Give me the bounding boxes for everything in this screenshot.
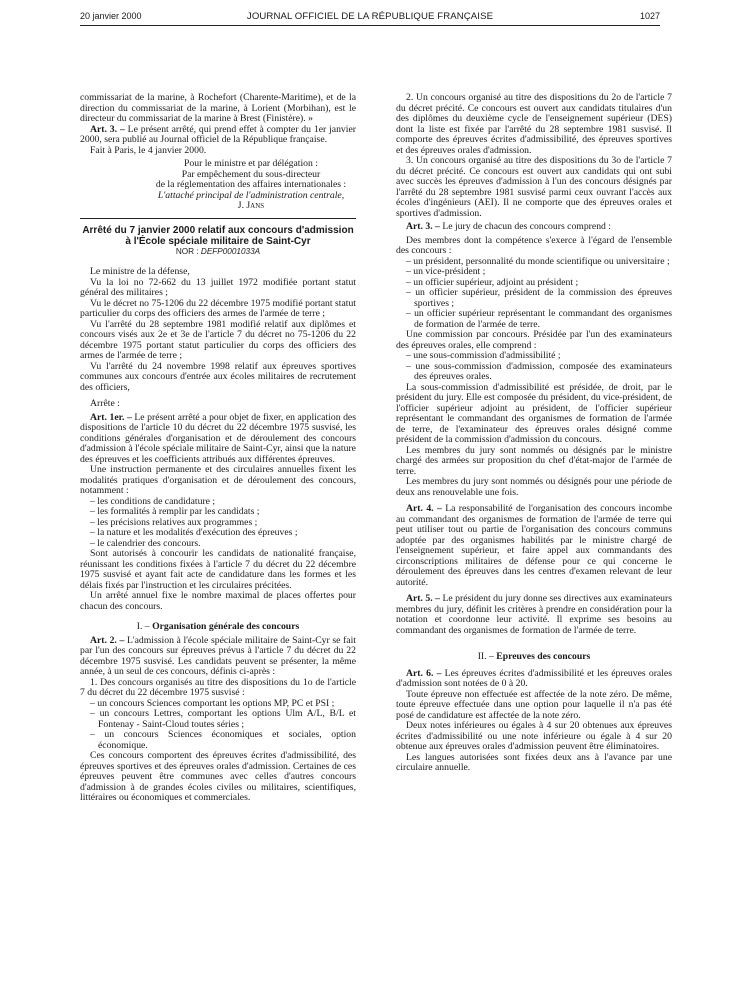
membres-jury-paragraph: Les membres du jury sont nommés ou désignés par le ministre chargé des armées sur proposition du chef d'état-major de l'armée de terre.: [396, 444, 672, 477]
fait-a-paris: Fait à Paris, le 4 janvier 2000.: [90, 144, 207, 156]
divider: [80, 218, 356, 219]
header-date: 20 janvier 2000: [80, 11, 142, 21]
signature-block: [80, 159, 356, 212]
list-item: – un officier supérieur, président de la commission des épreuves sportives ;: [406, 287, 672, 309]
modalites-list: [80, 497, 356, 550]
article-3-right-paragraph: Art. 3. – Le jury de chacun des concours comprend :: [406, 221, 611, 232]
signature-line: L'attaché principal de l'administration centrale,: [157, 189, 345, 201]
vu-paragraph: Vu l'arrêté du 28 septembre 1981 modifié relatif aux diplômes et concours visés aux 2e et 3e de l'article 7 du décret no 75-1206 du 22 décembre 1975 portant statut particulier du corps des officiers des armes de l'armée de terre ;: [80, 318, 356, 361]
right-column: [396, 93, 672, 774]
page-number: 1027: [639, 11, 660, 21]
list-item: – un officier supérieur, adjoint au président ;: [406, 276, 579, 288]
article-3-label: Art. 3. –: [90, 123, 125, 135]
list-item: – le calendrier des concours.: [90, 537, 201, 549]
sous-commission-list: [396, 351, 672, 383]
instruction-paragraph: Une instruction permanente et des circulaires annuelles fixent les modalités pratiques d'organisation et de déroulement des concours, notamment :: [80, 464, 356, 496]
article-6-label: Art. 6. –: [406, 667, 442, 679]
list-item: – une sous-commission d'admission, composée des examinateurs des épreuves orales.: [406, 360, 672, 382]
ministre-line: Le ministre de la défense,: [90, 266, 190, 277]
arrete-line: Arrête :: [90, 398, 120, 409]
commission-paragraph: Une commission par concours. Présidée par l'un des examinateurs des épreuves orales, elle comprend :: [396, 329, 672, 351]
list-item: – les conditions de candidature ;: [90, 495, 216, 507]
ces-concours-paragraph: Ces concours comportent des épreuves écrites d'admissibilité, des épreuves sportives et des épreuves orales d'admission. Certaines de ces épreuves peuvent être communes avec celles d'autres concours d'admission à de grandes écoles civiles ou militaires, scientifiques, littéraires ou économiques et commerciales.: [80, 750, 356, 803]
article-5-label: Art. 5. –: [406, 593, 440, 604]
header-title: JOURNAL OFFICIEL DE LA RÉPUBLIQUE FRANÇAISE: [246, 11, 494, 22]
toute-epreuve-paragraph: Toute épreuve non effectuée est affectée de la note zéro. De même, toute épreuve effectuée dans une option pour laquelle il n'a pas été posé de candidature est affectée de la note zéro.: [396, 688, 672, 721]
membres-paragraph: Des membres dont la compétence s'exerce à l'égard de l'ensemble des concours :: [396, 234, 672, 256]
list-item: – les formalités à remplir par les candidats ;: [90, 506, 260, 517]
list-item: – un concours Lettres, comportant les options Ulm A/L, B/L et Fontenay - Saint-Cloud toutes séries ;: [90, 708, 356, 730]
article-4-paragraph: Art. 4. – La responsabilité de l'organisation des concours incombe au commandant des organismes de formation de l'armée de terre qui peut utiliser tout ou partie de l'organisation des concours communs adoptée par des organismes habilités par le ministre chargé de l'enseignement supérieur, et faire appel aux commandants des circonscriptions militaires de défense pour ce qui concerne le déroulement des épreuves dans les centres d'examen relevant de leur autorité.: [396, 503, 672, 588]
sont-autorises-paragraph: Sont autorisés à concourir les candidats de nationalité française, réunissant les conditions fixées à l'article 7 du décret du 22 décembre 1975 susvisé et ayant fait acte de candidature dans les formes et les délais fixés par l'instruction et les circulaires précitées.: [80, 548, 356, 591]
article-3-paragraph: Art. 3. – Le présent arrêté, qui prend effet à compter du 1er janvier 2000, sera publié au Journal officiel de la République française.: [80, 123, 356, 145]
langues-paragraph: Les langues autorisées sont fixées deux ans à l'avance par une circulaire annuelle.: [396, 751, 672, 773]
deux-notes-paragraph: Deux notes inférieures ou égales à 4 sur 20 obtenues aux épreuves écrites d'admissibilité ou une note inférieure ou égale à 4 sur 20 obtenue aux épreuves orales d'admission peuvent être éliminatoires.: [396, 720, 672, 752]
list-item: – un concours Sciences comportant les options MP, PC et PSI ;: [90, 697, 335, 709]
signature-line: Pour le ministre et par délégation :: [184, 158, 318, 169]
left-column: [80, 93, 356, 804]
intro-paragraph: commissariat de la marine, à Rochefort (Charente-Maritime), et de la direction du commissariat de la marine, à Lorient (Morbihan), est le directeur du commissariat de la marine à Brest (Finistère). »: [80, 92, 356, 124]
membres-jury-duree-paragraph: Les membres du jury sont nommés ou désignés pour une période de deux ans renouvelable une fois.: [396, 476, 672, 498]
concours-1-paragraph: 1. Des concours organisés au titre des dispositions du 1o de l'article 7 du décret du 22 décembre 1975 susvisé :: [80, 676, 356, 698]
arrete-annuel-paragraph: Un arrêté annuel fixe le nombre maximal de places offertes pour chacun des concours.: [80, 590, 356, 612]
jury-members-list: [396, 257, 672, 331]
list-item: – les précisions relatives aux programmes ;: [90, 516, 258, 528]
article-5-paragraph: Art. 5. – Le président du jury donne ses directives aux examinateurs membres du jury, définit les critères à prendre en considération pour la notation et coordonne leur activité. Il exprime ses besoins au commandant des organismes de formation de l'armée de terre.: [396, 593, 672, 636]
article-2-paragraph: Art. 2. – L'admission à l'école spéciale militaire de Saint-Cyr se fait par l'un des concours sur épreuves prévus à l'article 7 du décret du 22 décembre 1975 susvisé. Les candidats peuvent se présenter, la même année, à un seul de ces concours, définis ci-après :: [80, 634, 356, 677]
list-item: – un officier supérieur représentant le commandant des organismes de formation de l'armée de terre.: [406, 308, 672, 330]
signatory-name: J. Jans: [237, 200, 265, 211]
signature-line: Par empêchement du sous-directeur: [181, 168, 321, 180]
vu-paragraph: Vu le décret no 75-1206 du 22 décembre 1975 modifié portant statut particulier du corps des officiers des armes de l'armée de terre ;: [80, 297, 356, 319]
concours-2-paragraph: 2. Un concours organisé au titre des dispositions du 2o de l'article 7 du décret précité. Ce concours est ouvert aux candidats titulaires d'un des diplômes du deuxième cycle de l'enseignement supérieur (DES) dont la liste est fixée par l'arrêté du 28 septembre 1981 susvisé. Il comporte des épreuves écrites d'admissibilité, des épreuves sportives et des épreuves orales d'admission.: [396, 92, 672, 156]
list-item: – un vice-président ;: [406, 266, 486, 277]
list-item: – un président, personnalité du monde scientifique ou universitaire ;: [406, 255, 670, 267]
concours-options-list: [80, 699, 356, 752]
vu-paragraph: Vu l'arrêté du 24 novembre 1998 relatif aux épreuves sportives communes aux concours d'entrée aux écoles militaires de recrutement des officiers,: [80, 360, 356, 393]
list-item: – la nature et les modalités d'exécution des épreuves ;: [90, 527, 298, 538]
article-3-right-label: Art. 3. –: [406, 221, 440, 232]
article-4-label: Art. 4. –: [406, 503, 442, 514]
list-item: – une sous-commission d'admissibilité ;: [406, 350, 561, 361]
section-2-title: II. – Epreuves des concours: [477, 651, 591, 662]
article-2-label: Art. 2. –: [90, 634, 125, 646]
list-item: – un concours Sciences économiques et sociales, option économique.: [90, 729, 356, 751]
concours-3-paragraph: 3. Un concours organisé au titre des dispositions du 3o de l'article 7 du décret précité. Ce concours est ouvert aux candidats qui ont subi avec succès les épreuves d'admission à l'un des concours désignés par l'arrêté du 28 septembre 1981 susvisé parmi ceux ouvrant l'accès aux écoles d'ingénieurs (AEI). Il ne comporte que des épreuves orales et sportives d'admission.: [396, 155, 672, 219]
vu-paragraph: Vu la loi no 72-662 du 13 juillet 1972 modifiée portant statut général des militaires ;: [80, 276, 356, 298]
section-1-title: I. – Organisation générale des concours: [136, 621, 300, 632]
page-header: [80, 10, 660, 26]
article-1-paragraph: Art. 1er. – Le présent arrêté a pour objet de fixer, en application des dispositions de l'article 10 du décret du 22 décembre 1975 susvisé, les conditions générales d'organisation et de déroulement des concours d'admission à l'école spéciale militaire de Saint-Cyr, ainsi que la nature des épreuves et les coefficients attribués aux différentes épreuves.: [80, 411, 356, 465]
nor-reference: NOR : DEFP0001033A: [175, 246, 261, 256]
article-1-label: Art. 1er. –: [90, 411, 132, 423]
arrete-title: Arrêté du 7 janvier 2000 relatif aux concours d'admission à l'École spéciale militaire de Saint-Cyr: [82, 224, 354, 247]
signature-line: de la réglementation des affaires internationales :: [155, 179, 347, 190]
article-6-paragraph: Art. 6. – Les épreuves écrites d'admissibilité et les épreuves orales d'admission sont notées de 0 à 20.: [396, 667, 672, 689]
sous-commission-paragraph: La sous-commission d'admissibilité est présidée, de droit, par le président du jury. Elle est composée du président, du vice-président, de l'officier supérieur adjoint au président, de l'officier supérieur représentant le commandant des organismes de formation de l'armée de terre, de l'examinateur des épreuves orales désigné comme président de la commission d'admission du concours.: [396, 381, 672, 445]
